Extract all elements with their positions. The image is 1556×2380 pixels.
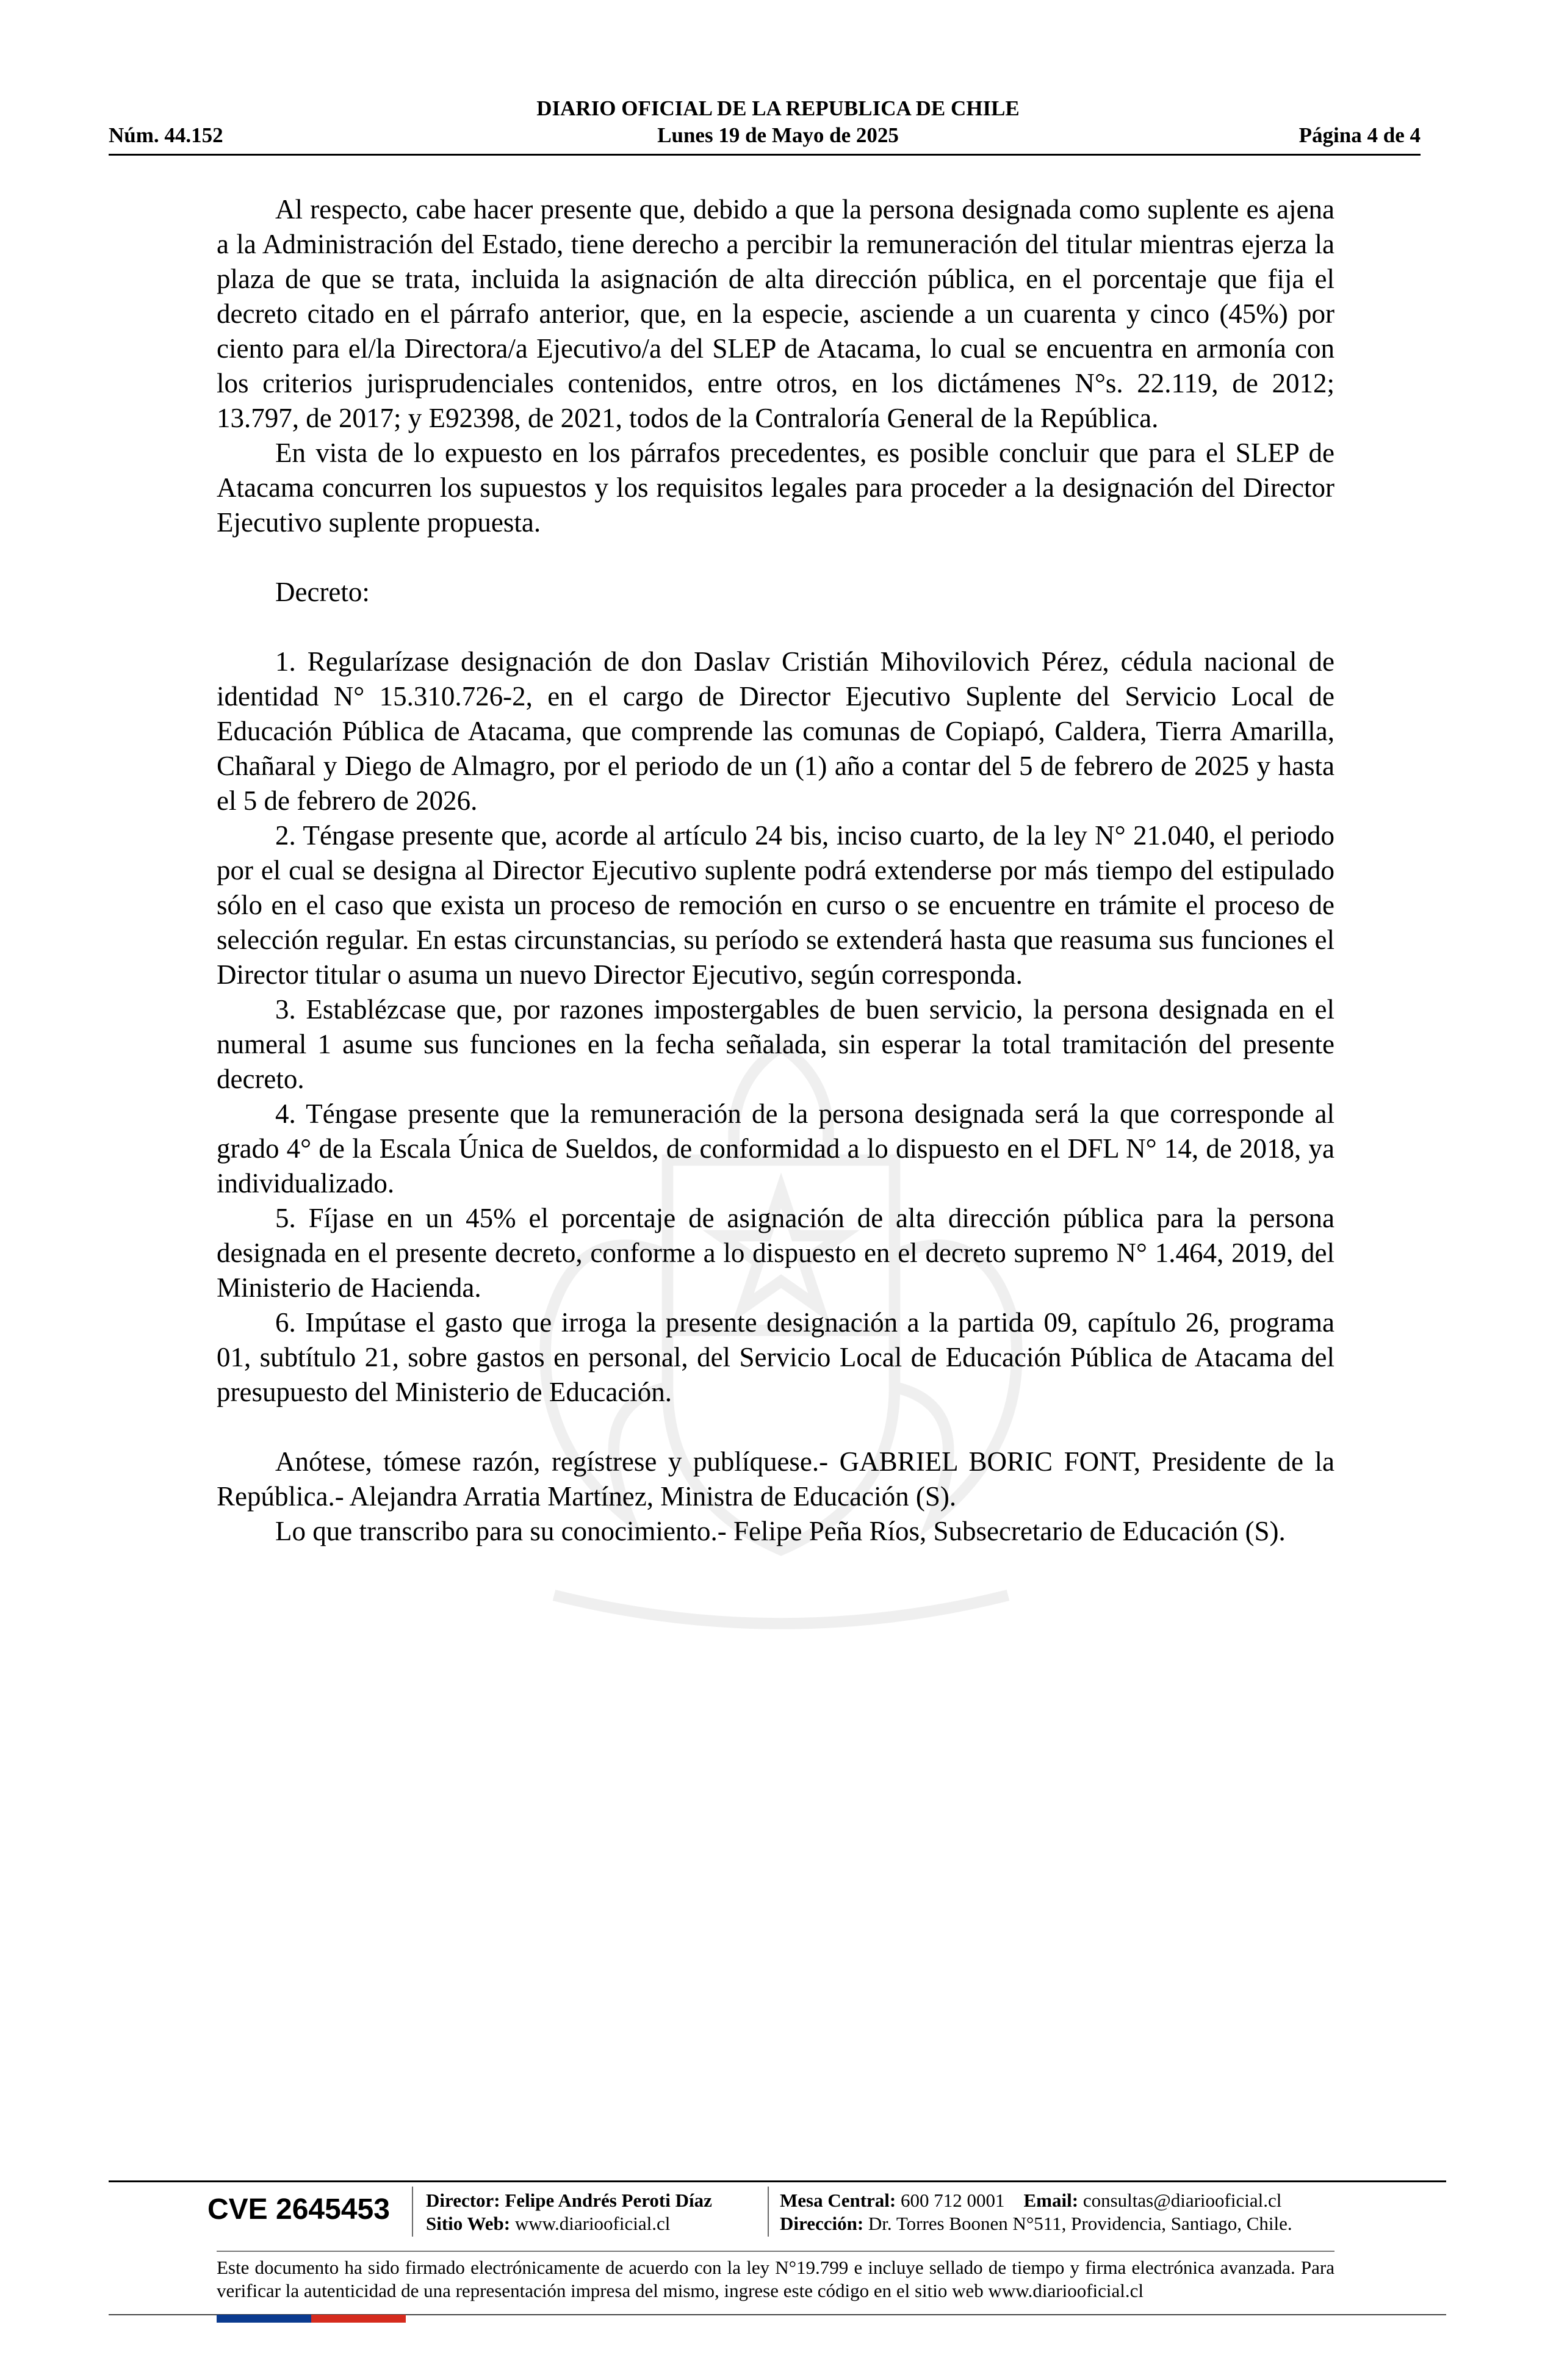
footer-inner-divider (217, 2251, 1334, 2252)
flag-blue-segment (217, 2315, 311, 2323)
flag-color-bar (217, 2315, 406, 2323)
decreto-article-5: 5. Fíjase en un 45% el porcentaje de asignación de alta dirección pública para la persona designada en el presente decreto, conforme a lo dispuesto en el decreto supremo N° 1.464, 2019, del Ministerio de Hacienda. (217, 1203, 1334, 1303)
footer-address (780, 2212, 1292, 2235)
email-label: Email: (1023, 2190, 1079, 2211)
document-body (217, 192, 1334, 1549)
flag-red-segment (311, 2315, 406, 2323)
website-label: Sitio Web: (426, 2213, 511, 2234)
page-indicator: Página 4 de 4 (1298, 123, 1421, 147)
mesa-label: Mesa Central: (780, 2190, 896, 2211)
decreto-article-1: 1. Regularízase designación de don Daslav Cristián Mihovilovich Pérez, cédula nacional de identidad N° 15.310.726-2, en el cargo de Director Ejecutivo Suplente del Servicio Local de Educación Pública de Atacama, que comprende las comunas de Copiapó, Caldera, Tierra Amarilla, Chañaral y Diego de Almagro, por el periodo de un (1) año a contar del 5 de febrero de 2025 y hasta el 5 de febrero de 2026. (217, 646, 1334, 816)
email-link[interactable]: consultas@diariooficial.cl (1082, 2190, 1282, 2211)
footer-website (426, 2212, 670, 2235)
issue-number: Núm. 44.152 (109, 123, 223, 147)
decreto-heading: Decreto: (275, 577, 370, 607)
footer-separator (412, 2187, 413, 2237)
address-value: Dr. Torres Boonen N°511, Providencia, Santiago, Chile. (868, 2213, 1292, 2234)
director-name: Felipe Andrés Peroti Díaz (505, 2190, 712, 2211)
paragraph-respecto: Al respecto, cabe hacer presente que, debido a que la persona designada como suplente es ajena a la Administración del Estado, tiene derecho a percibir la remuneración del titular mientras ejerza la plaza de que se trata, incluida la asignación de alta dirección pública, en el porcentaje que fija el decreto citado en el párrafo anterior, que, en la especie, asciende a un cuarenta y cinco (45%) por ciento para el/la Directora/a Ejecutivo/a del SLEP de Atacama, lo cual se encuentra en armonía con los criterios jurisprudenciales contenidos, entre otros, en los dictámenes N°s. 22.119, de 2012; 13.797, de 2017; y E92398, de 2021, todos de la Contraloría General de la República. (217, 194, 1334, 433)
closing-signatures: Anótese, tómese razón, regístrese y publíquese.- GABRIEL BORIC FONT, Presidente de la República.- Alejandra Arratia Martínez, Ministra de Educación (S). (217, 1446, 1334, 1512)
paragraph-en-vista: En vista de lo expuesto en los párrafos precedentes, es posible concluir que para el SLEP de Atacama concurren los supuestos y los requisitos legales para proceder a la designación del Director Ejecutivo suplente propuesta. (217, 438, 1334, 538)
mesa-phone: 600 712 0001 (901, 2190, 1005, 2211)
cve-code: CVE 2645453 (207, 2193, 390, 2226)
newspaper-title: DIARIO OFICIAL DE LA REPUBLICA DE CHILE (536, 96, 1020, 120)
address-label: Dirección: (780, 2213, 864, 2234)
decreto-article-6: 6. Impútase el gasto que irroga la presente designación a la partida 09, capítulo 26, programa 01, subtítulo 21, sobre gastos en personal, del Servicio Local de Educación Pública de Atacama del presupuesto del Ministerio de Educación. (217, 1307, 1334, 1407)
decreto-article-2: 2. Téngase presente que, acorde al artículo 24 bis, inciso cuarto, de la ley N° 21.040, el periodo por el cual se designa al Director Ejecutivo suplente podrá extenderse por más tiempo del estipulado sólo en el caso que exista un proceso de remoción en curso o se encuentre en trámite el proceso de selección regular. En estas circunstancias, su período se extenderá hasta que reasuma sus funciones el Director titular o asuma un nuevo Director Ejecutivo, según corresponda. (217, 820, 1334, 990)
footer-contact (780, 2189, 1281, 2212)
authenticity-note: Este documento ha sido firmado electrónicamente de acuerdo con la ley N°19.799 e incluye sellado de tiempo y firma electrónica avanzada. Para verificar la autenticidad de una representación impresa del mismo, ingrese este código en el sitio web www.diariooficial.cl (217, 2257, 1334, 2301)
footer-divider (109, 2180, 1446, 2182)
closing-transcription: Lo que transcribo para su conocimiento.- Felipe Peña Ríos, Subsecretario de Educación (S). (275, 1516, 1286, 1546)
director-label: Director: (426, 2190, 500, 2211)
header-divider (109, 154, 1421, 156)
decreto-article-4: 4. Téngase presente que la remuneración de la persona designada será la que corresponde al grado 4° de la Escala Única de Sueldos, de conformidad a lo dispuesto en el DFL N° 14, de 2018, ya individualizado. (217, 1098, 1334, 1199)
decreto-article-3: 3. Establézcase que, por razones impostergables de buen servicio, la persona designada en el numeral 1 asume sus funciones en la fecha señalada, sin esperar la total tramitación del presente decreto. (217, 994, 1334, 1094)
footer-director (426, 2189, 712, 2212)
footer-separator (768, 2187, 769, 2237)
website-link[interactable]: www.diariooficial.cl (514, 2213, 671, 2234)
issue-date: Lunes 19 de Mayo de 2025 (657, 123, 899, 147)
